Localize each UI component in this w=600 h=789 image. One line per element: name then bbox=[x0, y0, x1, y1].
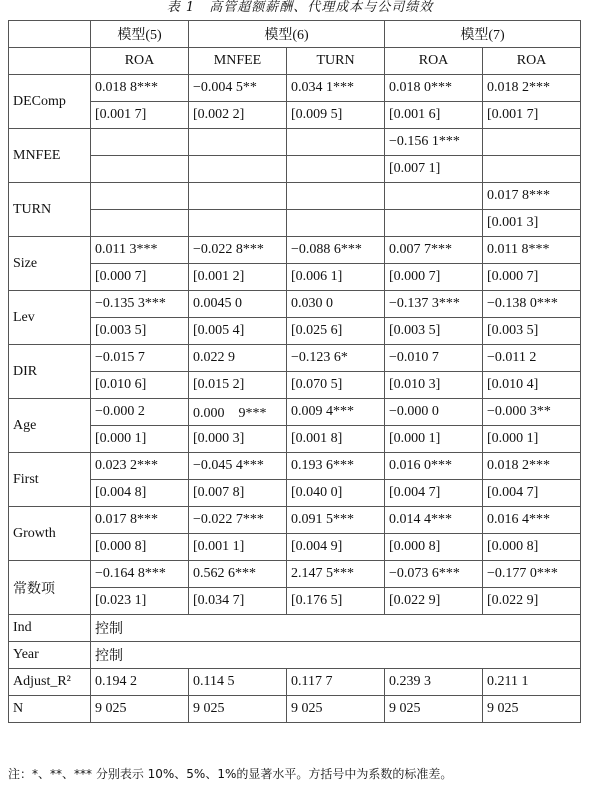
standard-error-cell: [0.001 8] bbox=[287, 426, 385, 453]
coefficient-cell bbox=[287, 129, 385, 156]
coefficient-cell: 0.000 9*** bbox=[189, 399, 287, 426]
control-value: 控制 bbox=[91, 615, 581, 642]
standard-error-cell: [0.040 0] bbox=[287, 480, 385, 507]
corner-cell bbox=[9, 21, 91, 48]
standard-error-cell bbox=[385, 210, 483, 237]
observations-label: N bbox=[9, 696, 91, 723]
variable-label: Lev bbox=[9, 291, 91, 345]
variable-label: Age bbox=[9, 399, 91, 453]
se-row bbox=[9, 102, 581, 129]
column-header: ROA bbox=[91, 48, 189, 75]
coefficient-cell: 0.016 0*** bbox=[385, 453, 483, 480]
standard-error-cell: [0.022 9] bbox=[385, 588, 483, 615]
coefficient-cell: 0.018 0*** bbox=[385, 75, 483, 102]
coefficient-cell: 0.011 8*** bbox=[483, 237, 581, 264]
coefficient-cell: 0.034 1*** bbox=[287, 75, 385, 102]
standard-error-cell: [0.000 8] bbox=[385, 534, 483, 561]
model-header-row bbox=[9, 21, 581, 48]
model-6-header: 模型(6) bbox=[189, 21, 385, 48]
observations-value: 9 025 bbox=[287, 696, 385, 723]
standard-error-cell: [0.009 5] bbox=[287, 102, 385, 129]
model-7-header: 模型(7) bbox=[385, 21, 581, 48]
coefficient-cell: −0.135 3*** bbox=[91, 291, 189, 318]
coefficient-cell: −0.010 7 bbox=[385, 345, 483, 372]
variable-label: 常数项 bbox=[9, 561, 91, 615]
coef-row bbox=[9, 75, 581, 102]
coef-row bbox=[9, 183, 581, 210]
se-row bbox=[9, 318, 581, 345]
standard-error-cell bbox=[91, 210, 189, 237]
control-row bbox=[9, 642, 581, 669]
coef-row bbox=[9, 291, 581, 318]
coefficient-cell: 0.030 0 bbox=[287, 291, 385, 318]
standard-error-cell bbox=[189, 210, 287, 237]
standard-error-cell: [0.000 7] bbox=[483, 264, 581, 291]
standard-error-cell: [0.000 7] bbox=[91, 264, 189, 291]
model-5-header: 模型(5) bbox=[91, 21, 189, 48]
coefficient-cell: −0.123 6* bbox=[287, 345, 385, 372]
coef-row bbox=[9, 399, 581, 426]
standard-error-cell: [0.002 2] bbox=[189, 102, 287, 129]
adj-r2-value: 0.114 5 bbox=[189, 669, 287, 696]
coefficient-cell: −0.015 7 bbox=[91, 345, 189, 372]
column-header: ROA bbox=[385, 48, 483, 75]
se-row bbox=[9, 156, 581, 183]
standard-error-cell: [0.000 3] bbox=[189, 426, 287, 453]
coef-row bbox=[9, 453, 581, 480]
coef-row bbox=[9, 345, 581, 372]
standard-error-cell: [0.007 1] bbox=[385, 156, 483, 183]
coefficient-cell: −0.004 5** bbox=[189, 75, 287, 102]
standard-error-cell: [0.176 5] bbox=[287, 588, 385, 615]
coefficient-cell: 2.147 5*** bbox=[287, 561, 385, 588]
standard-error-cell: [0.000 8] bbox=[91, 534, 189, 561]
coef-row bbox=[9, 561, 581, 588]
variable-label: DIR bbox=[9, 345, 91, 399]
standard-error-cell: [0.007 8] bbox=[189, 480, 287, 507]
standard-error-cell: [0.005 4] bbox=[189, 318, 287, 345]
coefficient-cell bbox=[91, 183, 189, 210]
coefficient-cell: −0.045 4*** bbox=[189, 453, 287, 480]
coefficient-cell: 0.018 2*** bbox=[483, 453, 581, 480]
standard-error-cell: [0.000 1] bbox=[91, 426, 189, 453]
standard-error-cell: [0.022 9] bbox=[483, 588, 581, 615]
standard-error-cell: [0.003 5] bbox=[91, 318, 189, 345]
standard-error-cell: [0.001 1] bbox=[189, 534, 287, 561]
se-row bbox=[9, 588, 581, 615]
coefficient-cell: 0.0045 0 bbox=[189, 291, 287, 318]
standard-error-cell: [0.023 1] bbox=[91, 588, 189, 615]
coefficient-cell bbox=[385, 183, 483, 210]
variable-label: MNFEE bbox=[9, 129, 91, 183]
coefficient-cell: 0.011 3*** bbox=[91, 237, 189, 264]
standard-error-cell: [0.001 2] bbox=[189, 264, 287, 291]
observations-value: 9 025 bbox=[483, 696, 581, 723]
control-value: 控制 bbox=[91, 642, 581, 669]
coefficient-cell: −0.000 2 bbox=[91, 399, 189, 426]
coefficient-cell: −0.022 8*** bbox=[189, 237, 287, 264]
standard-error-cell: [0.015 2] bbox=[189, 372, 287, 399]
coefficient-cell: −0.137 3*** bbox=[385, 291, 483, 318]
coefficient-cell bbox=[287, 183, 385, 210]
coefficient-cell bbox=[91, 129, 189, 156]
coefficient-cell: −0.000 3** bbox=[483, 399, 581, 426]
adj-r2-value: 0.117 7 bbox=[287, 669, 385, 696]
column-header: MNFEE bbox=[189, 48, 287, 75]
coefficient-cell: −0.088 6*** bbox=[287, 237, 385, 264]
standard-error-cell bbox=[189, 156, 287, 183]
standard-error-cell: [0.000 1] bbox=[385, 426, 483, 453]
se-row bbox=[9, 372, 581, 399]
standard-error-cell bbox=[287, 210, 385, 237]
coefficient-cell: 0.022 9 bbox=[189, 345, 287, 372]
se-row bbox=[9, 264, 581, 291]
coefficient-cell: 0.018 2*** bbox=[483, 75, 581, 102]
variable-label: TURN bbox=[9, 183, 91, 237]
coefficient-cell bbox=[189, 183, 287, 210]
coefficient-cell: −0.138 0*** bbox=[483, 291, 581, 318]
coefficient-cell: −0.000 0 bbox=[385, 399, 483, 426]
coefficient-cell bbox=[189, 129, 287, 156]
standard-error-cell: [0.001 7] bbox=[483, 102, 581, 129]
column-header: ROA bbox=[483, 48, 581, 75]
standard-error-cell bbox=[287, 156, 385, 183]
standard-error-cell: [0.000 1] bbox=[483, 426, 581, 453]
standard-error-cell: [0.004 7] bbox=[483, 480, 581, 507]
table-title: 表 1 高管超额薪酬、代理成本与公司绩效 bbox=[166, 0, 434, 15]
adj-r2-value: 0.239 3 bbox=[385, 669, 483, 696]
standard-error-cell: [0.000 7] bbox=[385, 264, 483, 291]
coefficient-cell: 0.014 4*** bbox=[385, 507, 483, 534]
standard-error-cell: [0.034 7] bbox=[189, 588, 287, 615]
se-row bbox=[9, 480, 581, 507]
standard-error-cell: [0.004 8] bbox=[91, 480, 189, 507]
standard-error-cell: [0.006 1] bbox=[287, 264, 385, 291]
coefficient-cell: −0.022 7*** bbox=[189, 507, 287, 534]
coefficient-cell: −0.164 8*** bbox=[91, 561, 189, 588]
coefficient-cell: 0.017 8*** bbox=[483, 183, 581, 210]
standard-error-cell: [0.025 6] bbox=[287, 318, 385, 345]
coefficient-cell: 0.016 4*** bbox=[483, 507, 581, 534]
se-row bbox=[9, 426, 581, 453]
column-header: TURN bbox=[287, 48, 385, 75]
observations-value: 9 025 bbox=[91, 696, 189, 723]
variable-label: DEComp bbox=[9, 75, 91, 129]
control-row bbox=[9, 615, 581, 642]
standard-error-cell: [0.070 5] bbox=[287, 372, 385, 399]
observations-value: 9 025 bbox=[385, 696, 483, 723]
coefficient-cell: 0.017 8*** bbox=[91, 507, 189, 534]
coef-row bbox=[9, 507, 581, 534]
standard-error-cell: [0.001 3] bbox=[483, 210, 581, 237]
adj-r2-label: Adjust_R² bbox=[9, 669, 91, 696]
coefficient-cell: 0.193 6*** bbox=[287, 453, 385, 480]
standard-error-cell bbox=[483, 156, 581, 183]
coefficient-cell bbox=[483, 129, 581, 156]
standard-error-cell: [0.010 6] bbox=[91, 372, 189, 399]
coefficient-cell: 0.562 6*** bbox=[189, 561, 287, 588]
coefficient-cell: −0.177 0*** bbox=[483, 561, 581, 588]
dependent-variable-row bbox=[9, 48, 581, 75]
coef-row bbox=[9, 129, 581, 156]
adj-r2-value: 0.211 1 bbox=[483, 669, 581, 696]
standard-error-cell: [0.010 3] bbox=[385, 372, 483, 399]
standard-error-cell: [0.000 8] bbox=[483, 534, 581, 561]
coefficient-cell: 0.009 4*** bbox=[287, 399, 385, 426]
coefficient-cell: 0.091 5*** bbox=[287, 507, 385, 534]
standard-error-cell: [0.001 6] bbox=[385, 102, 483, 129]
standard-error-cell: [0.001 7] bbox=[91, 102, 189, 129]
coef-row bbox=[9, 237, 581, 264]
coefficient-cell: −0.156 1*** bbox=[385, 129, 483, 156]
regression-table bbox=[8, 20, 581, 723]
adj-r2-row bbox=[9, 669, 581, 696]
standard-error-cell: [0.010 4] bbox=[483, 372, 581, 399]
variable-label: Size bbox=[9, 237, 91, 291]
standard-error-cell: [0.003 5] bbox=[483, 318, 581, 345]
coefficient-cell: 0.007 7*** bbox=[385, 237, 483, 264]
corner-cell bbox=[9, 48, 91, 75]
standard-error-cell: [0.004 7] bbox=[385, 480, 483, 507]
se-row bbox=[9, 534, 581, 561]
adj-r2-value: 0.194 2 bbox=[91, 669, 189, 696]
coefficient-cell: 0.023 2*** bbox=[91, 453, 189, 480]
standard-error-cell: [0.003 5] bbox=[385, 318, 483, 345]
coefficient-cell: 0.018 8*** bbox=[91, 75, 189, 102]
se-row bbox=[9, 210, 581, 237]
variable-label: Growth bbox=[9, 507, 91, 561]
standard-error-cell: [0.004 9] bbox=[287, 534, 385, 561]
table-footnote: 注：*、**、*** 分别表示 10%、5%、1%的显著水平。方括号中为系数的标准差。 bbox=[8, 767, 453, 781]
control-label: Ind bbox=[9, 615, 91, 642]
control-label: Year bbox=[9, 642, 91, 669]
observations-value: 9 025 bbox=[189, 696, 287, 723]
coefficient-cell: −0.073 6*** bbox=[385, 561, 483, 588]
standard-error-cell bbox=[91, 156, 189, 183]
observations-row bbox=[9, 696, 581, 723]
variable-label: First bbox=[9, 453, 91, 507]
coefficient-cell: −0.011 2 bbox=[483, 345, 581, 372]
